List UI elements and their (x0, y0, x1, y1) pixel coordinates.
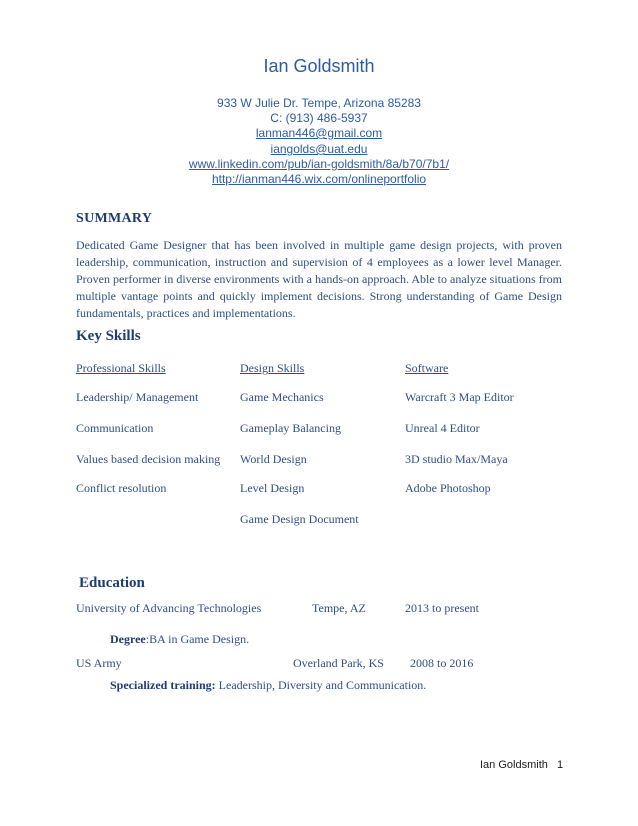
skill-item: 3D studio Max/Maya (405, 452, 508, 466)
education-location: Tempe, AZ (312, 601, 366, 615)
education-dates: 2008 to 2016 (410, 656, 474, 670)
candidate-name: Ian Goldsmith (263, 56, 375, 76)
skill-item: Communication (76, 421, 154, 435)
email-link-primary[interactable]: lanman446@gmail.com (255, 126, 383, 140)
summary-paragraph: Dedicated Game Designer that has been involved in multiple game design projects, with proven leadership, communication, instruction and supervision of 4 employees as a lower level Manager. Proven performer in diverse environments with a hands-on approach. Able to analyze situations from multiple vantage points and quickly implement decisions. Strong understanding of Game Design fundamentals, practices and implementations. (76, 238, 562, 320)
education-detail (110, 678, 426, 693)
skill-item: Leadership/ Management (76, 390, 199, 404)
portfolio-link[interactable]: http://ianman446.wix.com/onlineportfolio (211, 172, 427, 186)
detail-label: Degree (110, 632, 146, 646)
skill-item: Values based decision making (76, 452, 221, 466)
detail-text: :BA in Game Design. (145, 632, 250, 646)
linkedin-link[interactable]: www.linkedin.com/pub/ian-goldsmith/8a/b70/7b1/ (188, 157, 450, 171)
phone: C: (913) 486-5937 (270, 111, 368, 125)
footer-name: Ian Goldsmith (480, 759, 548, 771)
education-institution: US Army (76, 656, 122, 670)
skill-item: Gameplay Balancing (240, 421, 341, 435)
skill-item: Game Mechanics (240, 390, 324, 404)
design-skills-heading: Design Skills (240, 361, 305, 375)
email-link-secondary[interactable]: iangolds@uat.edu (270, 142, 368, 156)
detail-text: Leadership, Diversity and Communication. (215, 678, 427, 692)
skill-item: Adobe Photoshop (405, 481, 491, 495)
address: 933 W Julie Dr. Tempe, Arizona 85283 (217, 96, 421, 110)
software-heading: Software (405, 361, 449, 375)
summary-heading: SUMMARY (76, 211, 153, 226)
skill-item: World Design (240, 452, 307, 466)
page-footer (480, 759, 563, 771)
education-heading: Education (79, 575, 145, 591)
education-location: Overland Park, KS (293, 656, 384, 670)
skill-item: Level Design (240, 481, 305, 495)
education-institution: University of Advancing Technologies (76, 601, 262, 615)
detail-label: Specialized training: (110, 678, 216, 692)
key-skills-heading: Key Skills (76, 328, 141, 344)
skill-item: Conflict resolution (76, 481, 167, 495)
education-dates: 2013 to present (405, 601, 479, 615)
professional-skills-heading: Professional Skills (76, 361, 166, 375)
skill-item: Unreal 4 Editor (405, 421, 480, 435)
skill-item: Warcraft 3 Map Editor (405, 390, 514, 404)
skill-item: Game Design Document (240, 512, 359, 526)
page-number: 1 (557, 759, 564, 771)
education-detail (110, 632, 249, 647)
